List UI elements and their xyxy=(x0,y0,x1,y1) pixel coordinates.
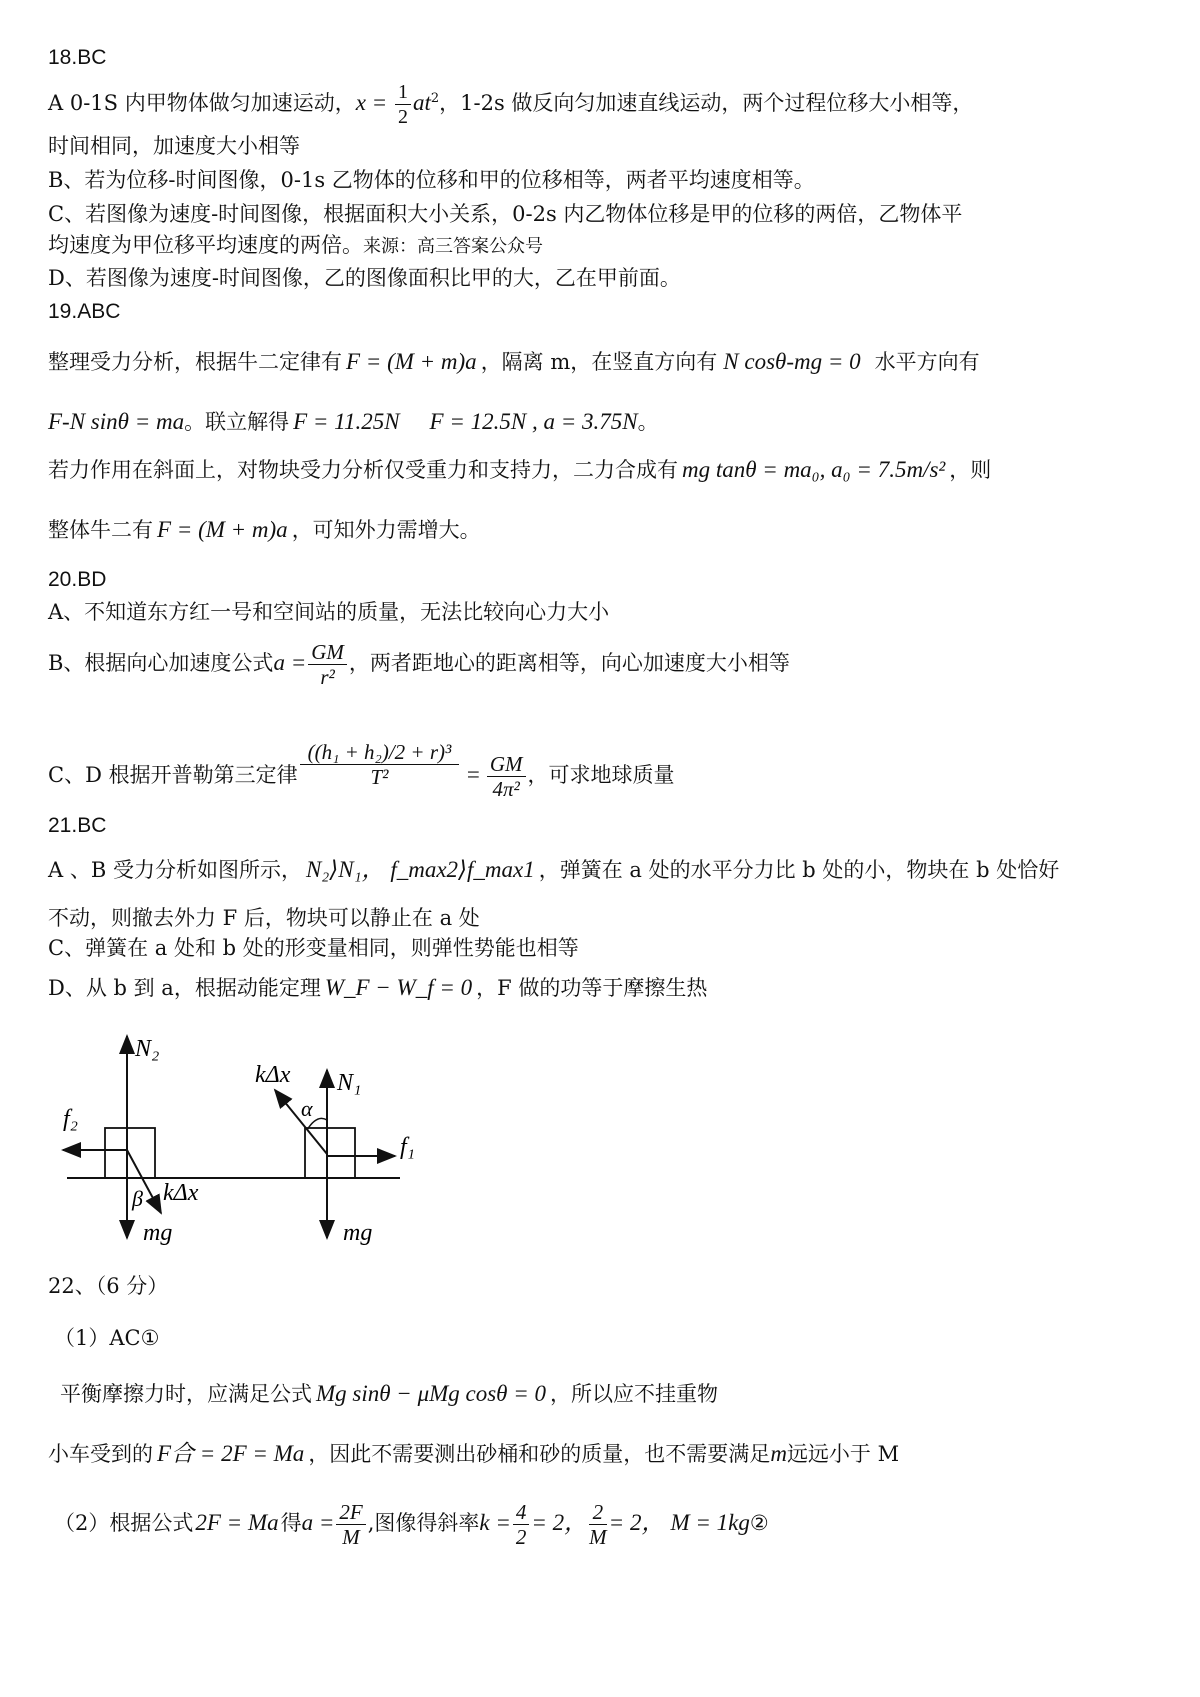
q18-a-formula-rhs: at xyxy=(412,90,431,115)
q18-option-c-line2: 均速度为甲位移平均速度的两倍。来源：高三答案公众号 xyxy=(48,233,543,257)
q22-part1-line1: 平衡摩擦力时，应满足公式 Mg sinθ − μMg cosθ = 0 ，所以应不挂重物 xyxy=(60,1381,718,1406)
right-normal-label: N₁ xyxy=(337,1070,362,1096)
right-gravity-label: mg xyxy=(343,1220,373,1246)
q21-option-c: C、弹簧在 a 处和 b 处的形变量相同，则弹性势能也相等 xyxy=(48,936,579,960)
q21-option-a: A 、B 受力分析如图所示， N₂⟩N₁， f_max2⟩f_max1 ，弹簧在 a 处的水平分力比 b 处的小，物块在 b 处恰好 xyxy=(48,857,1060,882)
q19-line2: F-N sinθ = ma。联立解得 F = 11.25N F = 12.5N , a = 3.75N。 xyxy=(48,409,659,434)
q19-formula-whole: F = (M + m)a xyxy=(157,517,288,542)
q20-option-a: A、不知道东方红一号和空间站的质量，无法比较向心力大小 xyxy=(48,600,610,624)
left-gravity-label: mg xyxy=(143,1220,173,1246)
right-friction-label: f₁ xyxy=(400,1134,415,1160)
q18-a-line2: 时间相同，加速度大小相等 xyxy=(48,134,300,158)
q18-option-d: D、若图像为速度-时间图像，乙的图像面积比甲的大，乙在甲前面。 xyxy=(48,266,681,290)
q20-kepler-fraction: $\frac{\text{((h₁ + h₂)/2 + r)³}}{\text{T²}}$ xyxy=(300,740,460,789)
q22-mass-result: M = 1kg xyxy=(670,1510,750,1535)
q22-heading: 22、（6 分） xyxy=(48,1274,169,1298)
q21-d-formula: W_F − W_f = 0 xyxy=(324,975,473,1000)
q20-option-b: B、根据向心加速度公式a = $\frac{GM}{\text{r²}}$ ，两者距地心的距离相等，向心加速度大小相等 xyxy=(48,640,790,689)
right-spring-label: kΔx xyxy=(255,1062,291,1088)
q18-a-formula-lhs: x = xyxy=(355,90,393,115)
source-note: 来源：高三答案公众号 xyxy=(363,236,543,257)
left-angle-label: β xyxy=(132,1186,143,1211)
q20-gm-fraction: $\frac{GM}{\text{4π²}}$ xyxy=(487,752,526,801)
q19-line3: 若力作用在斜面上，对物块受力分析仅受重力和支持力，二力合成有 mg tanθ = ma₀, a₀ = 7.5m/s² ，则 xyxy=(48,457,992,482)
left-spring-label: kΔx xyxy=(163,1180,199,1206)
q19-line4: 整体牛二有 F = (M + m)a ，可知外力需增大。 xyxy=(48,517,481,542)
q22-mass-fraction: $\frac{2}{M}$ xyxy=(589,1500,607,1549)
force-diagram xyxy=(55,1028,415,1263)
q21-heading: 21.BC xyxy=(48,814,107,837)
q22-part2: （2）根据公式2F = Ma得a = $\frac{2F}{M}$ ,图像得斜率k = $\frac{4}{2}$ = 2， $\frac{2}{M}$ = 2， M = 1kg② xyxy=(54,1500,769,1549)
q19-heading: 19.ABC xyxy=(48,300,121,323)
q20-b-fraction: $\frac{GM}{\text{r²}}$ xyxy=(308,640,347,689)
q20-option-cd: C、D 根据开普勒第三定律 $\frac{\text{((h₁ + h₂)/2 + r)³}}{\text{T²}}$ = $\frac{GM}{\text{4π²}}$ ，可求地球质量 xyxy=(48,740,675,801)
q22-slope-fraction: $\frac{4}{2}$ xyxy=(513,1500,530,1549)
q21-a-inequalities: N₂⟩N₁， f_max2⟩f_max1 xyxy=(305,857,535,882)
q22-part1-line2: 小车受到的 F合 = 2F = Ma ，因此不需要测出砂桶和砂的质量，也不需要满足m远远小于 M xyxy=(48,1441,900,1466)
q19-formula-newton: F = (M + m)a xyxy=(346,349,477,374)
q19-formula-horizontal: F-N sinθ = ma xyxy=(48,409,185,434)
q22-net-force-formula: F合 = 2F = Ma xyxy=(157,1441,305,1466)
q18-a-text: A 0-1S 内甲物体做匀加速运动， xyxy=(48,91,356,115)
q22-part1-answer: （1）AC① xyxy=(54,1326,160,1350)
q19-line1: 整理受力分析，根据牛二定律有 F = (M + m)a ，隔离 m，在竖直方向有 N cosθ-mg = 0 水平方向有 xyxy=(48,349,980,374)
right-angle-label: α xyxy=(301,1096,313,1121)
q21-option-d: D、从 b 到 a，根据动能定理 W_F − W_f = 0 ，F 做的功等于摩擦生热 xyxy=(48,975,708,1000)
q18-option-c-line1: C、若图像为速度-时间图像，根据面积大小关系，0-2s 内乙物体位移是甲的位移的两倍，乙物体平 xyxy=(48,202,963,226)
q18-option-a: A 0-1S 内甲物体做匀加速运动，x = $\frac{1}{2}$ $at^2$，1-2s 做反向匀加速直线运动，两个过程位移大小相等， xyxy=(48,81,974,128)
left-normal-label: N₂ xyxy=(135,1036,160,1062)
q22-accel-fraction: $\frac{2F}{M}$ xyxy=(336,1500,365,1549)
q18-option-b: B、若为位移-时间图像，0-1s 乙物体的位移和甲的位移相等，两者平均速度相等。 xyxy=(48,168,815,192)
q18-heading: 18.BC xyxy=(48,46,107,69)
q22-friction-formula: Mg sinθ − μMg cosθ = 0 xyxy=(316,1381,546,1406)
left-friction-label: f₂ xyxy=(63,1106,79,1132)
q19-formula-vertical: N cosθ-mg = 0 xyxy=(723,349,861,374)
q21-a-line2: 不动，则撤去外力 F 后，物块可以静止在 a 处 xyxy=(48,906,480,930)
q19-result-2: F = 12.5N , a = 3.75N xyxy=(429,409,638,434)
q18-a-text-post: ，1-2s 做反向匀加速直线运动，两个过程位移大小相等， xyxy=(439,91,974,115)
left-block xyxy=(105,1128,155,1178)
q19-formula-tan: mg tanθ = ma₀, a₀ = 7.5m/s² xyxy=(682,457,946,482)
q20-heading: 20.BD xyxy=(48,568,107,591)
q18-a-fraction: $\frac{1}{2}$ xyxy=(395,80,411,129)
q19-result-1: F = 11.25N xyxy=(293,409,400,434)
